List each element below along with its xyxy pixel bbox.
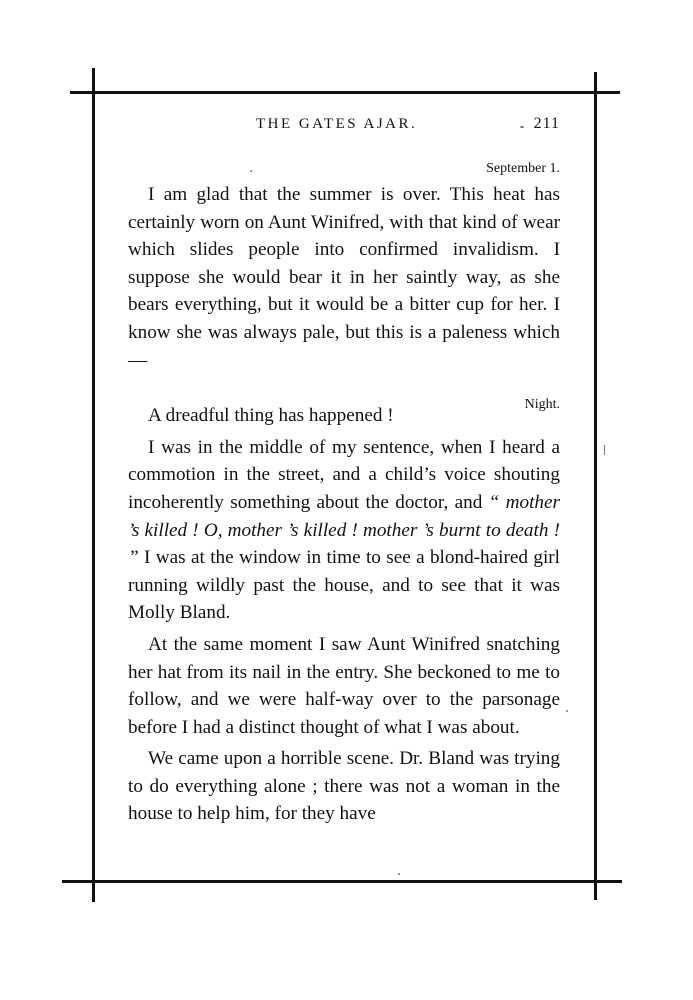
- paper-speck: [520, 126, 524, 128]
- paper-speck: [250, 170, 252, 172]
- running-title: THE GATES AJAR.: [256, 116, 418, 132]
- paragraph: I am glad that the summer is over. This heat has certainly worn on Aunt Winifred, with that kind of wear which slides people into confirmed invalidism. I suppose she would bear it in her saintly way, as she bears everything, but it would be a bitter cup for her. I know she was always pale, but this is a paleness which —: [128, 184, 560, 371]
- italic-quote: “ mother ’s killed ! O, mother ’s killed ! mother ’s burnt to death ! ”: [128, 491, 560, 569]
- frame-rule-top: [70, 91, 620, 94]
- paragraph-with-quote: [128, 434, 560, 627]
- frame-rule-right: [594, 72, 597, 900]
- paragraph-text-continued: I was at the window in time to see a blond-haired girl running wildly past the house, and to see that it was Molly Bland.: [128, 547, 561, 624]
- page-number: 211: [533, 115, 560, 132]
- paragraph: At the same moment I saw Aunt Winifred snatching her hat from its nail in the entry. She beckoned to me to follow, and we were half-way over to the parsonage before I had a distinct thought of what I was about.: [128, 633, 560, 738]
- frame-rule-left: [92, 68, 95, 902]
- page-header: [128, 116, 568, 140]
- dateline-september: September 1.: [486, 161, 560, 176]
- paper-speck: [398, 873, 400, 875]
- paragraph-text: I was in the middle of my sentence, when I heard a commotion in the street, and a child’s voice shouting incoherently something about the doctor, and: [128, 436, 560, 513]
- dateline-night: Night.: [524, 397, 560, 413]
- paragraph: We came upon a horrible scene. Dr. Bland was trying to do everything alone ; there was not a woman in the house to help him, for they have: [128, 748, 560, 825]
- paper-speck: [604, 445, 605, 455]
- paragraph: A dreadful thing has happened !: [148, 405, 394, 427]
- frame-rule-bottom: [62, 880, 622, 883]
- page-body: [128, 160, 560, 828]
- paper-speck: [566, 710, 568, 712]
